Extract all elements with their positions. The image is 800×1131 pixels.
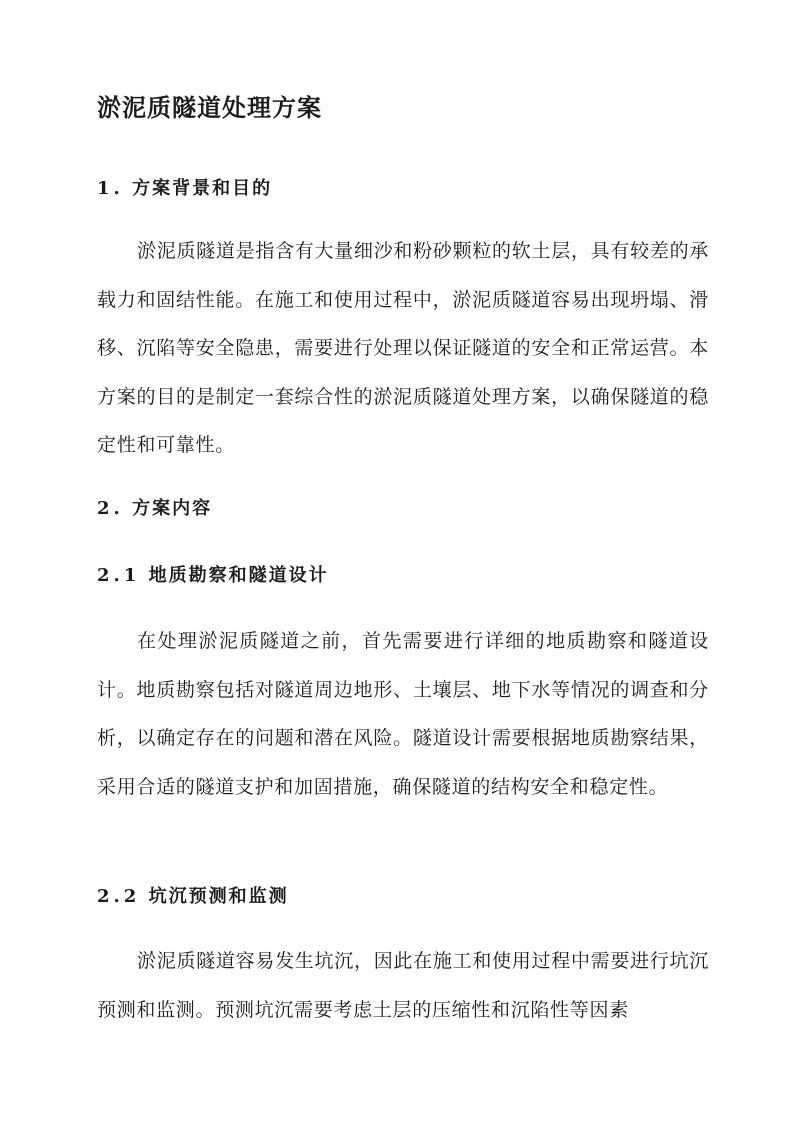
section-heading-text: 地质勘察和隧道设计 bbox=[148, 565, 329, 586]
section-number: 2. bbox=[97, 498, 124, 519]
document-title: 淤泥质隧道处理方案 bbox=[97, 93, 322, 122]
section-number: 1. bbox=[97, 178, 124, 199]
section-heading-text: 方案内容 bbox=[132, 498, 213, 519]
subsection-paragraph-2-2: 淤泥质隧道容易发生坑沉，因此在施工和使用过程中需要进行坑沉预测和监测。预测坑沉需要考虑土层的压缩性和沉陷性等因素 bbox=[97, 950, 709, 1021]
section-heading-text: 方案背景和目的 bbox=[132, 178, 273, 199]
section-heading-2 bbox=[97, 497, 212, 521]
section-paragraph-1: 淤泥质隧道是指含有大量细沙和粉砂颗粒的软土层，具有较差的承载力和固结性能。在施工和使用过程中，淤泥质隧道容易出现坍塌、滑移、沉陷等安全隐患，需要进行处理以保证隧道的安全和正常运营。本方案的目的是制定一套综合性的淤泥质隧道处理方案，以确保隧道的稳定性和可靠性。 bbox=[97, 240, 709, 456]
subsection-heading-2-1 bbox=[97, 564, 329, 588]
section-number: 2.1 bbox=[97, 565, 141, 586]
section-number: 2.2 bbox=[97, 886, 141, 907]
subsection-heading-2-2 bbox=[97, 885, 289, 909]
section-heading-text: 坑沉预测和监测 bbox=[148, 886, 289, 907]
subsection-paragraph-2-1: 在处理淤泥质隧道之前，首先需要进行详细的地质勘察和隧道设计。地质勘察包括对隧道周边地形、土壤层、地下水等情况的调查和分析，以确定存在的问题和潜在风险。隧道设计需要根据地质勘察结果，采用合适的隧道支护和加固措施，确保隧道的结构安全和稳定性。 bbox=[97, 630, 709, 798]
section-heading-1 bbox=[97, 177, 272, 201]
